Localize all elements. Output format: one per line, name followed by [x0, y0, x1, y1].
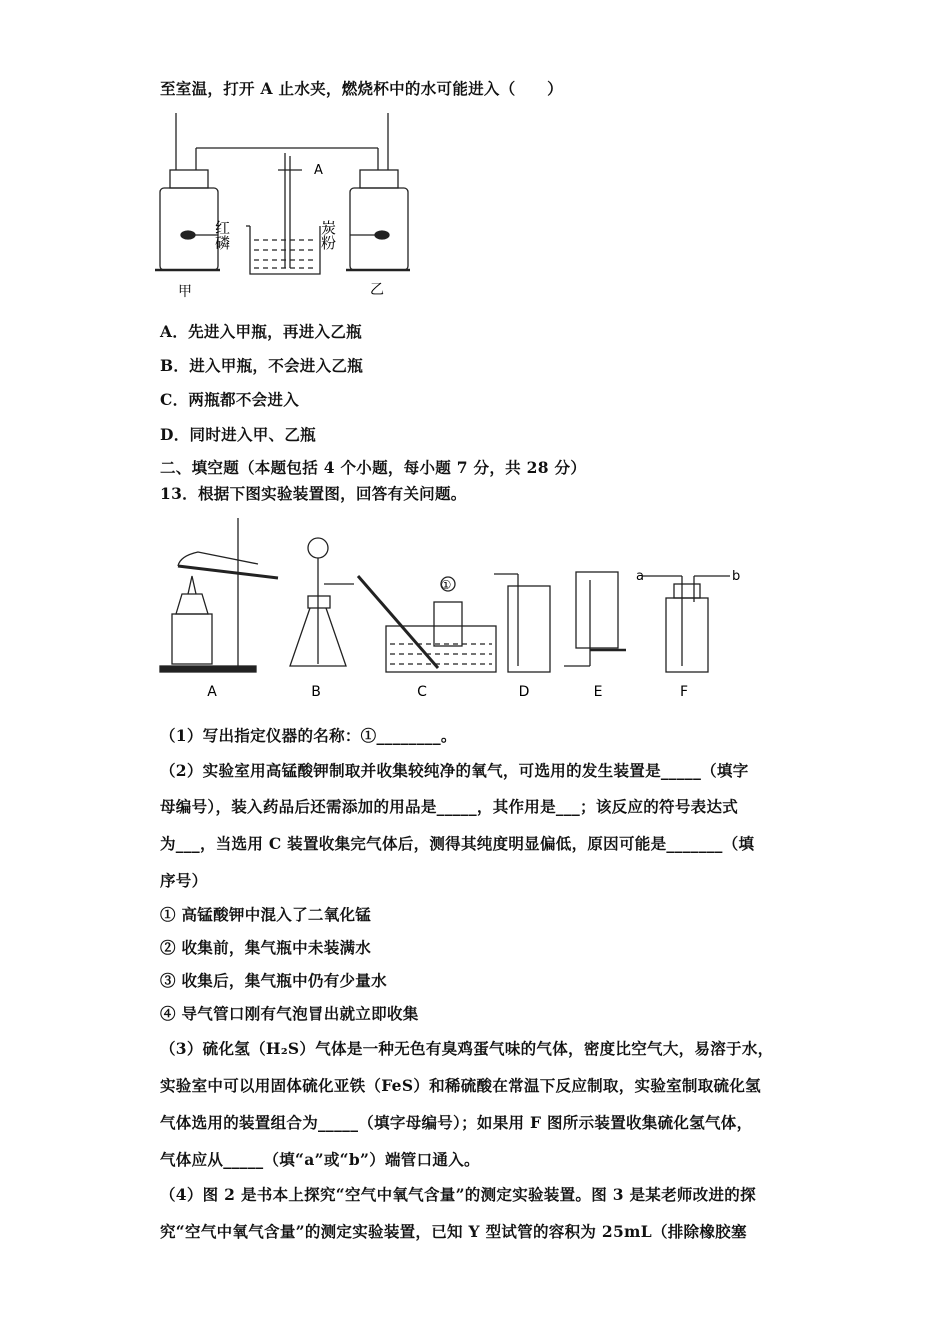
left-chemical-label: 红磷 [213, 220, 231, 250]
choice-item-2: ② 收集前，集气瓶中未装满水 [160, 938, 372, 957]
question-13-stem: 13．根据下图实验装置图，回答有关问题。 [160, 484, 467, 503]
apparatus-label: E [593, 684, 603, 700]
figure-lab-apparatus [158, 516, 748, 706]
port-a-label: a [636, 569, 644, 584]
option-c: C．两瓶都不会进入 [160, 390, 300, 409]
choice-item-3: ③ 收集后，集气瓶中仍有少量水 [160, 971, 387, 990]
sub-question-3-line3: 气体选用的装置组合为_____（填字母编号）；如果用 F 图所示装置收集硫化氢气体， [160, 1113, 753, 1132]
option-d: D．同时进入甲、乙瓶 [160, 425, 316, 444]
port-b-label: b [732, 569, 741, 584]
right-bottle-label: 乙 [370, 282, 384, 298]
apparatus-label: F [679, 684, 689, 700]
clamp-label: A [314, 163, 323, 178]
sub-question-3-line1: （3）硫化氢（H₂S）气体是一种无色有臭鸡蛋气味的气体，密度比空气大，易溶于水， [160, 1039, 774, 1058]
sub-question-4-line2: 究“空气中氧气含量”的测定实验装置，已知 Y 型试管的容积为 25mL（排除橡胶塞 [160, 1222, 747, 1241]
sub-question-3-line2: 实验室中可以用固体硫化亚铁（FeS）和稀硫酸在常温下反应制取，实验室制取硫化氢 [160, 1076, 761, 1095]
apparatus-label: C [417, 684, 427, 700]
sub-question-1: （1）写出指定仪器的名称：①________。 [160, 726, 457, 745]
apparatus-label: D [518, 684, 530, 700]
right-chemical-label: 炭粉 [319, 220, 337, 250]
apparatus-label: B [311, 684, 321, 700]
instrument-marker: ① [440, 578, 452, 592]
choice-item-1: ① 高锰酸钾中混入了二氧化锰 [160, 905, 372, 924]
question-text-line: 至室温，打开 A 止水夹，燃烧杯中的水可能进入（ ） [160, 79, 563, 98]
sub-question-2-line4: 序号） [160, 871, 208, 890]
figure-combustion-apparatus [150, 108, 410, 308]
option-a: A．先进入甲瓶，再进入乙瓶 [160, 322, 362, 341]
option-b: B．进入甲瓶，不会进入乙瓶 [160, 356, 364, 375]
left-bottle-label: 甲 [178, 284, 192, 300]
sub-question-2-line3: 为___，当选用 C 装置收集完气体后，测得其纯度明显偏低，原因可能是_______（填 [160, 834, 755, 853]
sub-question-4-line1: （4）图 2 是书本上探究“空气中氧气含量”的测定实验装置。图 3 是某老师改进的探 [160, 1185, 756, 1204]
section-heading: 二、填空题（本题包括 4 个小题，每小题 7 分，共 28 分） [160, 458, 587, 477]
choice-item-4: ④ 导气管口刚有气泡冒出就立即收集 [160, 1004, 419, 1023]
sub-question-3-line4: 气体应从_____（填“a”或“b”）端管口通入。 [160, 1150, 480, 1169]
sub-question-2-line1: （2）实验室用高锰酸钾制取并收集较纯净的氧气，可选用的发生装置是_____（填字 [160, 761, 749, 780]
apparatus-label: A [207, 684, 217, 700]
sub-question-2-line2: 母编号），装入药品后还需添加的用品是_____，其作用是___；该反应的符号表达式 [160, 797, 739, 816]
